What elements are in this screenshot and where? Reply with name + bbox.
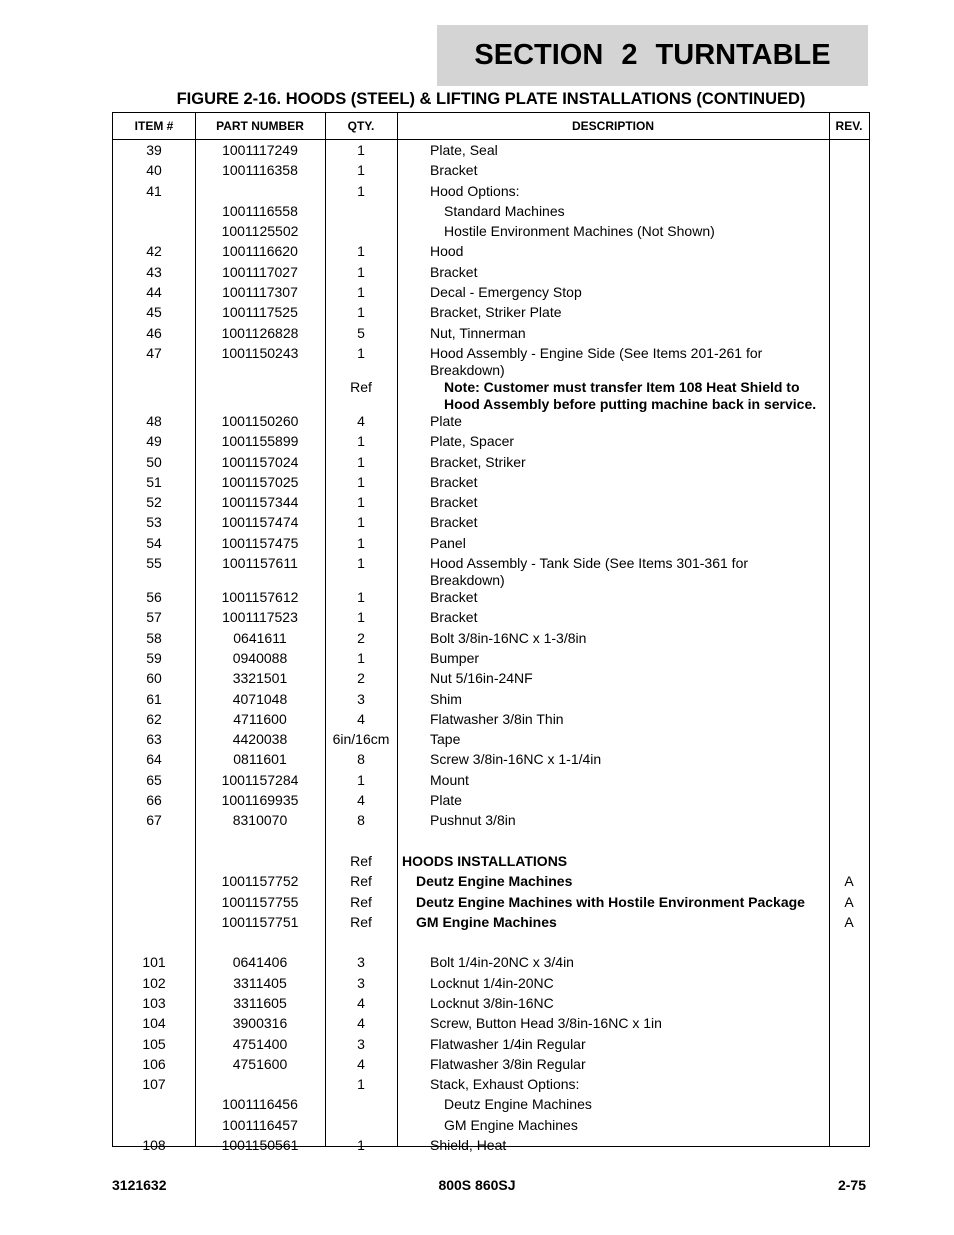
description: Shim: [430, 690, 462, 707]
table-row: [113, 913, 869, 933]
quantity: 4: [357, 1055, 365, 1072]
part-number: 1001157474: [221, 514, 299, 531]
quantity: Ref: [350, 873, 372, 890]
revision: A: [844, 893, 854, 910]
quantity: 3: [357, 1035, 365, 1052]
description: Bolt 1/4in-20NC x 3/4in: [430, 954, 574, 971]
item-number: 57: [146, 609, 162, 626]
part-number: 1001157024: [221, 453, 299, 470]
part-number: 1001150260: [221, 412, 299, 429]
description: Tape: [430, 731, 461, 748]
item-number: 64: [146, 751, 162, 768]
quantity: 1: [357, 344, 365, 361]
description: Shield, Heat: [430, 1137, 507, 1154]
quantity: 3: [357, 690, 365, 707]
revision: A: [844, 873, 854, 890]
part-number: 1001116358: [222, 162, 298, 179]
part-number: 0811601: [233, 751, 287, 768]
table-row: [113, 1055, 869, 1075]
description: Locknut 3/8in-16NC: [430, 994, 554, 1011]
part-number: 3311405: [233, 974, 287, 991]
part-number: 0641611: [233, 629, 287, 646]
description: HOODS INSTALLATIONS: [402, 852, 568, 869]
item-number: 53: [146, 514, 162, 531]
item-number: 60: [146, 670, 162, 687]
table-row: [113, 1014, 869, 1034]
quantity: 4: [357, 792, 365, 809]
table-row: [113, 473, 869, 493]
part-number: 1001155899: [221, 433, 299, 450]
item-number: 102: [142, 974, 166, 991]
quantity: 1: [357, 649, 365, 666]
item-number: 42: [146, 243, 162, 260]
item-number: 43: [146, 263, 162, 280]
description: GM Engine Machines: [444, 1116, 578, 1133]
quantity: 1: [357, 534, 365, 551]
table-row: [113, 832, 869, 852]
item-number: 51: [146, 473, 162, 490]
table-row: [113, 791, 869, 811]
item-number: 52: [146, 494, 162, 511]
part-number: 3900316: [232, 1015, 288, 1032]
quantity: 1: [357, 453, 365, 470]
item-number: 65: [146, 771, 162, 788]
table-row: [113, 141, 869, 161]
part-number: 1001117523: [222, 609, 298, 626]
quantity: 1: [357, 162, 365, 179]
part-number: 1001169935: [221, 792, 299, 809]
description: Bracket: [430, 263, 478, 280]
table-row: [113, 1116, 869, 1136]
item-number: 108: [142, 1137, 166, 1154]
part-number: 1001117027: [222, 263, 298, 280]
item-number: 62: [146, 710, 162, 727]
part-number: 1001116457: [222, 1116, 298, 1133]
part-number: 4420038: [232, 731, 288, 748]
quantity: 5: [357, 324, 365, 341]
quantity: 1: [357, 263, 365, 280]
quantity: Ref: [350, 852, 372, 869]
header-part-number: PART NUMBER: [216, 119, 304, 133]
quantity: 1: [357, 1076, 365, 1093]
description: Mount: [430, 771, 469, 788]
part-number: 1001125502: [221, 223, 299, 240]
description: Screw 3/8in-16NC x 1-1/4in: [430, 751, 602, 768]
quantity: 4: [357, 994, 365, 1011]
table-row: [113, 513, 869, 533]
quantity: 1: [357, 243, 365, 260]
item-number: 103: [142, 994, 166, 1011]
section-title: SECTION 2 TURNTABLE: [474, 39, 831, 71]
description: Hostile Environment Machines (Not Shown): [444, 223, 715, 240]
quantity: 1: [357, 433, 365, 450]
item-number: 40: [146, 162, 162, 179]
quantity: 3: [357, 974, 365, 991]
table-row: [113, 933, 869, 953]
item-number: 58: [146, 629, 162, 646]
description: Bracket: [430, 609, 478, 626]
table-row: [113, 629, 869, 649]
part-number: 1001117307: [222, 284, 298, 301]
item-number: 54: [146, 534, 162, 551]
description: Deutz Engine Machines with Hostile Environment Package: [416, 893, 805, 910]
description: Bolt 3/8in-16NC x 1-3/8in: [430, 629, 587, 646]
table-row: [113, 534, 869, 554]
table-row: [113, 432, 869, 452]
part-number: 3311605: [233, 994, 287, 1011]
description: Bracket: [430, 589, 478, 606]
table-row: [113, 750, 869, 770]
header-rev: REV.: [835, 119, 863, 133]
parts-table: [112, 112, 870, 1154]
part-number: 1001117525: [222, 304, 298, 321]
footer-page-number: 2-75: [837, 1177, 866, 1193]
table-row: [113, 1035, 869, 1055]
description: Flatwasher 3/8in Regular: [430, 1055, 586, 1072]
part-number: 4751400: [232, 1035, 288, 1052]
description: Hood Assembly - Tank Side (See Items 301-361 for Breakdown): [430, 555, 749, 589]
quantity: 1: [357, 142, 365, 158]
description: Bracket, Striker: [430, 453, 526, 470]
description: Bracket, Striker Plate: [430, 304, 562, 321]
part-number: 1001150243: [221, 344, 299, 361]
quantity: 1: [357, 589, 365, 606]
description: Nut, Tinnerman: [430, 324, 526, 341]
quantity: 1: [357, 494, 365, 511]
header-item: ITEM #: [134, 119, 174, 133]
table-body: [113, 141, 869, 1156]
part-number: 1001116558: [222, 202, 298, 219]
part-number: 4711600: [233, 710, 287, 727]
item-number: 41: [146, 182, 162, 199]
table-row: [113, 588, 869, 608]
table-row: [113, 493, 869, 513]
description: Nut 5/16in-24NF: [430, 670, 533, 687]
quantity: 4: [357, 710, 365, 727]
description: Deutz Engine Machines: [444, 1096, 592, 1113]
quantity: Ref: [350, 893, 372, 910]
table-row: [113, 974, 869, 994]
part-number: 3321501: [232, 670, 288, 687]
quantity: Ref: [350, 378, 372, 395]
item-number: 50: [146, 453, 162, 470]
quantity: 1: [357, 473, 365, 490]
table-row: [113, 161, 869, 181]
table-row: [113, 649, 869, 669]
part-number: 1001116456: [222, 1096, 298, 1113]
revision: A: [844, 913, 854, 930]
quantity: 6in/16cm: [332, 731, 390, 748]
part-number: 1001157284: [221, 771, 299, 788]
part-number: 1001117249: [222, 142, 298, 158]
description: Stack, Exhaust Options:: [430, 1076, 580, 1093]
item-number: 47: [146, 344, 162, 361]
table-row: [113, 303, 869, 323]
quantity: 1: [357, 182, 365, 199]
table-row: [113, 202, 869, 222]
description: Bumper: [430, 649, 480, 666]
description: Bracket: [430, 494, 478, 511]
table-row: [113, 690, 869, 710]
footer-model: 800S 860SJ: [438, 1177, 516, 1193]
part-number: 0940088: [232, 649, 288, 666]
part-number: 1001157751: [221, 913, 299, 930]
quantity: 8: [357, 751, 365, 768]
header-description: DESCRIPTION: [571, 119, 654, 133]
description: Locknut 1/4in-20NC: [430, 974, 554, 991]
part-number: 1001157611: [222, 555, 298, 572]
part-number: 1001157344: [221, 494, 299, 511]
part-number: 1001157755: [221, 893, 299, 910]
table-row: [113, 994, 869, 1014]
quantity: 2: [357, 670, 365, 687]
table-row: [113, 710, 869, 730]
description: Plate: [430, 792, 462, 809]
description: Plate: [430, 412, 462, 429]
table-row: [113, 324, 869, 344]
table-row: [113, 1095, 869, 1115]
quantity: 1: [357, 555, 365, 572]
table-row: [113, 554, 869, 588]
item-number: 46: [146, 324, 162, 341]
item-number: 63: [146, 731, 162, 748]
description: Decal - Emergency Stop: [430, 284, 582, 301]
quantity: 4: [357, 412, 365, 429]
table-row: [113, 852, 869, 872]
description: Deutz Engine Machines: [416, 873, 573, 890]
table-row: [113, 263, 869, 283]
quantity: 8: [357, 812, 365, 829]
part-number: 1001157025: [221, 473, 299, 490]
table-row: [113, 893, 869, 913]
part-number: 4751600: [232, 1055, 288, 1072]
item-number: 105: [142, 1035, 166, 1052]
table-header: [113, 113, 869, 140]
table-row: [113, 771, 869, 791]
description: Screw, Button Head 3/8in-16NC x 1in: [430, 1015, 662, 1032]
part-number: 1001116620: [222, 243, 298, 260]
table-row: [113, 283, 869, 303]
item-number: 107: [142, 1076, 166, 1093]
quantity: 1: [357, 514, 365, 531]
item-number: 44: [146, 284, 162, 301]
description: Standard Machines: [444, 202, 565, 219]
description: GM Engine Machines: [416, 913, 557, 930]
part-number: 4071048: [232, 690, 288, 707]
table-row: [113, 242, 869, 262]
section-banner: [437, 25, 868, 86]
description: Bracket: [430, 162, 478, 179]
table-row: [113, 811, 869, 831]
item-number: 106: [142, 1055, 166, 1072]
item-number: 61: [146, 690, 162, 707]
description: Panel: [430, 534, 466, 551]
description: Hood: [430, 243, 464, 260]
part-number: 1001157752: [221, 873, 299, 890]
part-number: 1001150561: [221, 1137, 299, 1154]
part-number: 0641406: [232, 954, 288, 971]
quantity: 1: [357, 304, 365, 321]
quantity: 4: [357, 1015, 365, 1032]
description: Bracket: [430, 473, 478, 490]
item-number: 59: [146, 649, 162, 666]
table-row: [113, 412, 869, 432]
description: Hood Options:: [430, 182, 520, 199]
description: Bracket: [430, 514, 478, 531]
quantity: Ref: [350, 913, 372, 930]
part-number: 8310070: [232, 812, 288, 829]
item-number: 66: [146, 792, 162, 809]
part-number: 1001157612: [221, 589, 299, 606]
description: Flatwasher 3/8in Thin: [430, 710, 564, 727]
description: Hood Assembly - Engine Side (See Items 201-261 for Breakdown): [430, 344, 763, 378]
table-row: [113, 222, 869, 242]
item-number: 45: [146, 304, 162, 321]
item-number: 39: [146, 142, 162, 158]
description: Pushnut 3/8in: [430, 812, 516, 829]
quantity: 2: [357, 629, 365, 646]
item-number: 55: [146, 555, 162, 572]
header-qty: QTY.: [347, 119, 375, 133]
table-row: [113, 730, 869, 750]
table-row: [113, 344, 869, 378]
item-number: 101: [142, 954, 166, 971]
table-row: [113, 953, 869, 973]
table-row: [113, 1136, 869, 1156]
footer-document-number: 3121632: [112, 1177, 167, 1193]
table-row: [113, 1075, 869, 1095]
figure-title: FIGURE 2-16. HOODS (STEEL) & LIFTING PLATE INSTALLATIONS (CONTINUED): [176, 90, 806, 108]
description: Plate, Seal: [430, 142, 498, 158]
item-number: 48: [146, 412, 162, 429]
part-number: 1001126828: [221, 324, 299, 341]
table-row: [113, 669, 869, 689]
table-row: [113, 872, 869, 892]
quantity: 1: [357, 1137, 365, 1154]
item-number: 67: [146, 812, 162, 829]
quantity: 1: [357, 771, 365, 788]
table-row: [113, 453, 869, 473]
item-number: 56: [146, 589, 162, 606]
quantity: 3: [357, 954, 365, 971]
table-row: [113, 378, 869, 412]
table-row: [113, 608, 869, 628]
description: Note: Customer must transfer Item 108 Heat Shield to Hood Assembly before putting machine back in service.: [444, 378, 817, 412]
table-row: [113, 182, 869, 202]
item-number: 49: [146, 433, 162, 450]
quantity: 1: [357, 284, 365, 301]
description: Plate, Spacer: [430, 433, 515, 450]
description: Flatwasher 1/4in Regular: [430, 1035, 586, 1052]
quantity: 1: [357, 609, 365, 626]
item-number: 104: [142, 1015, 166, 1032]
part-number: 1001157475: [221, 534, 299, 551]
